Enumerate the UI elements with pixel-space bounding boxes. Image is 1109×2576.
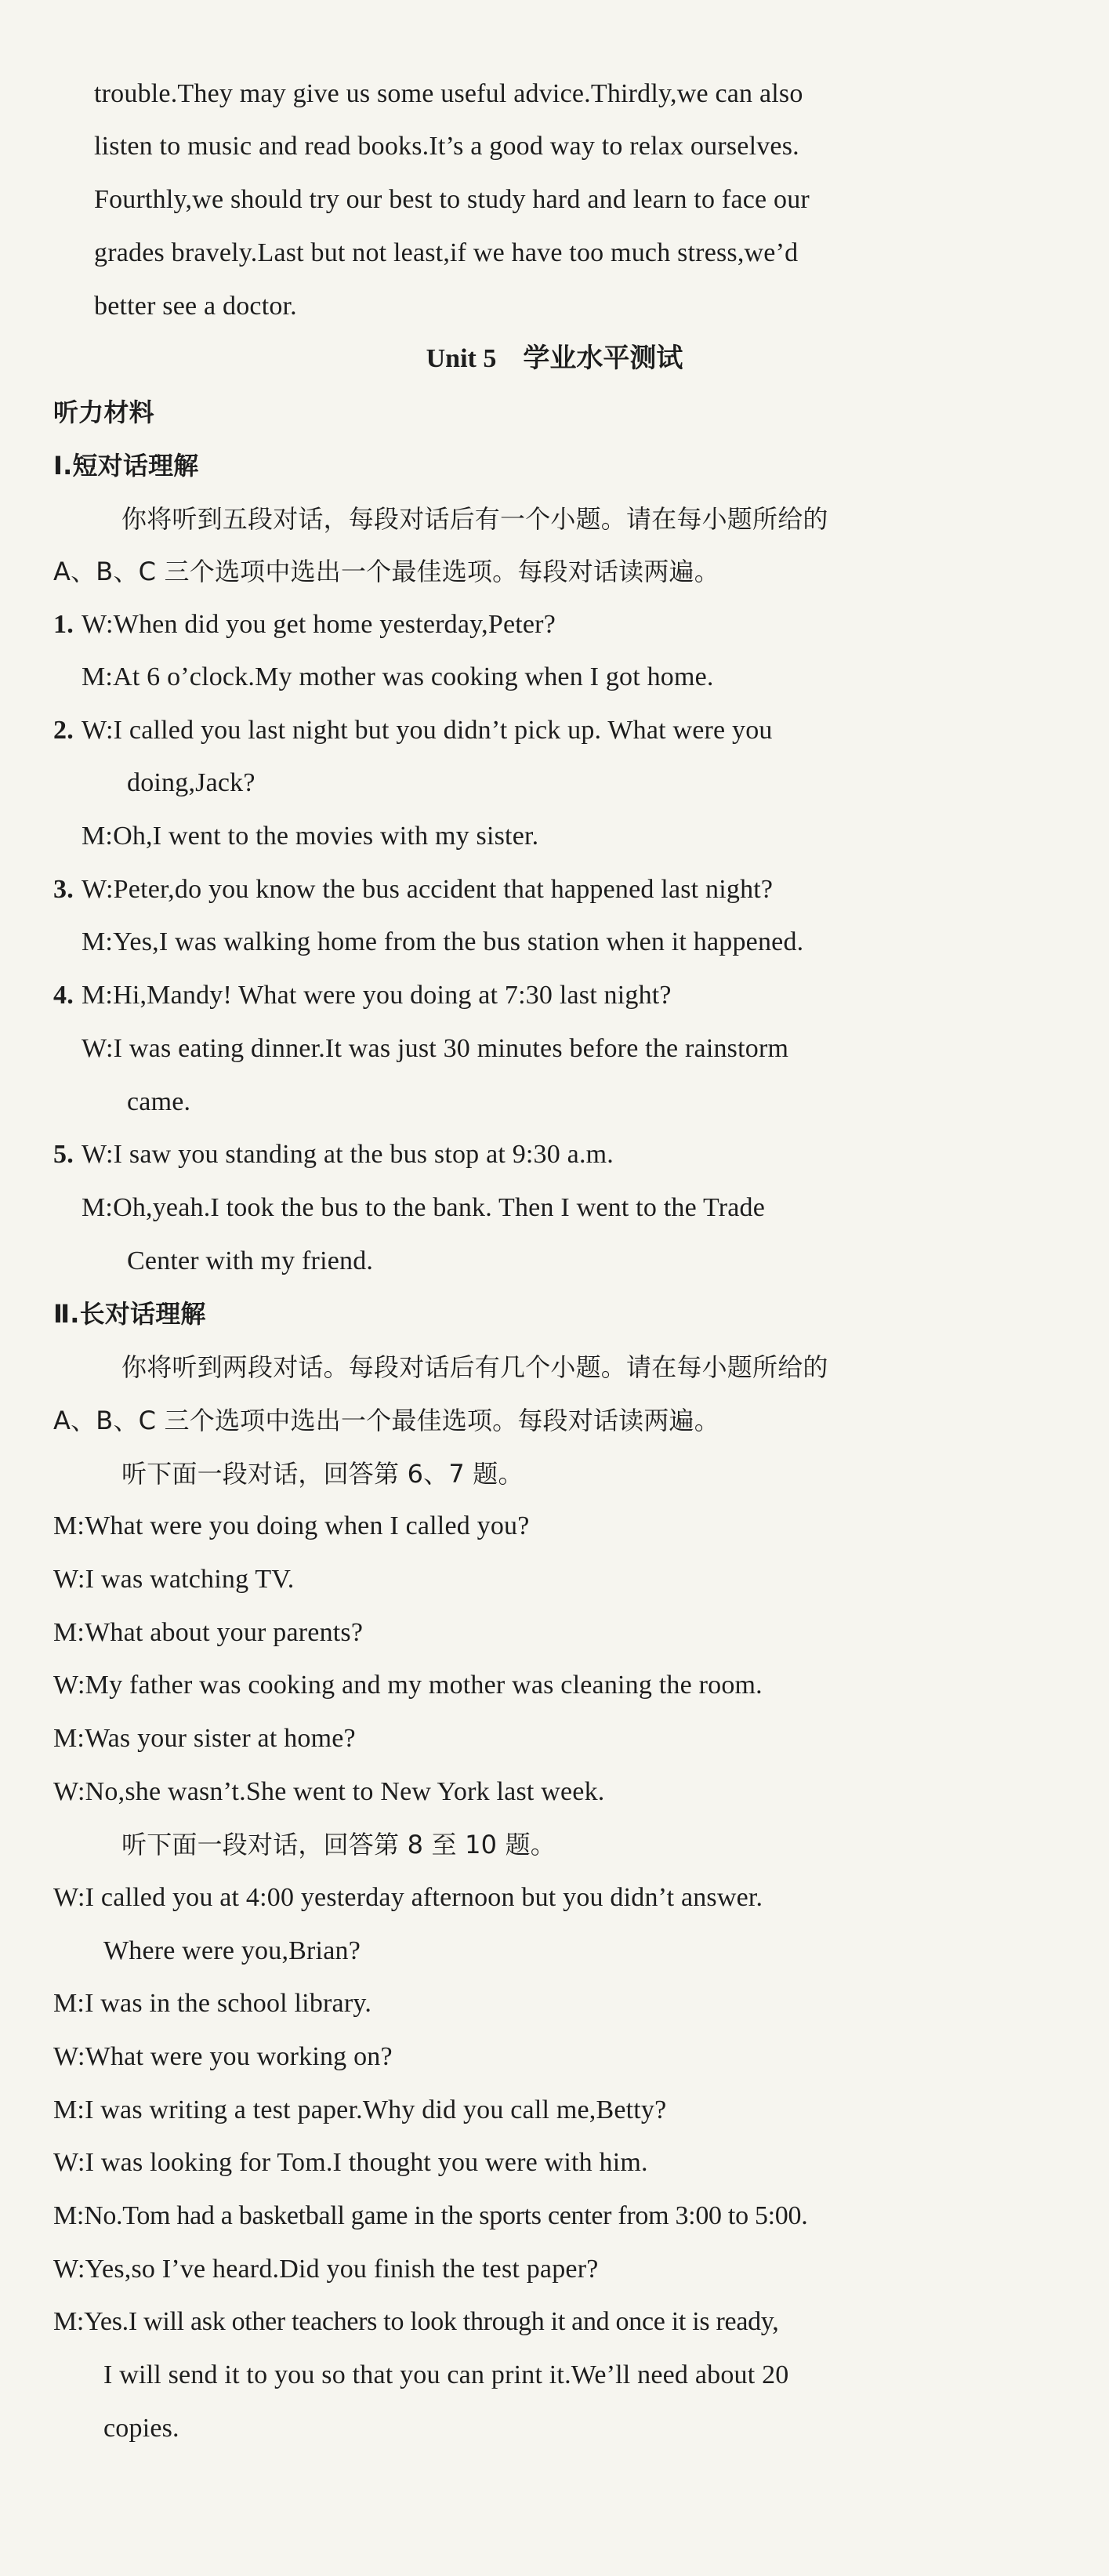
dialog-line: W:Peter,do you know the bus accident that happened last night? [82,875,774,904]
part1-instruction: A、B、C 三个选项中选出一个最佳选项。每段对话读两遍。 [53,557,719,586]
part2-instruction: 你将听到两段对话。每段对话后有几个小题。请在每小题所给的 [121,1352,828,1382]
intro-line: grades bravely.Last but not least,if we have too much stress,we’d [94,238,799,267]
dialog-line: came. [127,1087,191,1116]
dialog-line: copies. [103,2414,179,2443]
dialog-line: M:What were you doing when I called you? [53,1511,530,1540]
part2-heading: Ⅱ.长对话理解 [53,1299,206,1329]
dialog-line: W:I was watching TV. [53,1565,295,1594]
intro-line: better see a doctor. [94,292,297,321]
listening-heading: 听力材料 [53,397,154,427]
intro-line: listen to music and read books.It’s a good way to relax ourselves. [94,132,799,161]
dialog-line: M:Hi,Mandy! What were you doing at 7:30 last night? [82,981,672,1010]
dialog-line: doing,Jack? [127,768,256,797]
dialog-line: W:I called you at 4:00 yesterday afternoon but you didn’t answer. [53,1883,763,1912]
part1-heading: Ⅰ.短对话理解 [53,451,199,481]
dialog-line: M:I was writing a test paper.Why did you call me,Betty? [53,2095,667,2124]
dialog-line: W:I saw you standing at the bus stop at 9:30 a.m. [82,1140,614,1169]
dialog-line: M:Oh,I went to the movies with my sister. [82,822,539,851]
part1-instruction: 你将听到五段对话，每段对话后有一个小题。请在每小题所给的 [121,504,828,534]
question-number: 4. [53,981,74,1010]
dialog-line: I will send it to you so that you can print it.We’ll need about 20 [103,2360,789,2389]
intro-line: trouble.They may give us some useful advice.Thirdly,we can also [94,79,803,108]
dialog-line: M:No.Tom had a basketball game in the sports center from 3:00 to 5:00. [53,2201,808,2230]
unit-title: Unit 5 学业水平测试 [426,344,683,373]
dialog-line: Center with my friend. [127,1246,374,1275]
dialog-line: W:I called you last night but you didn’t pick up. What were you [82,716,773,745]
dialog-line: M:I was in the school library. [53,1989,372,2018]
dialog-line: M:What about your parents? [53,1618,364,1647]
dialog-line: W:I was eating dinner.It was just 30 minutes before the rainstorm [82,1034,789,1063]
dialog-line: M:Yes,I was walking home from the bus station when it happened. [82,927,804,956]
dialog-line: M:Was your sister at home? [53,1724,356,1753]
intro-line: Fourthly,we should try our best to study hard and learn to face our [94,185,810,214]
dialog-line: W:My father was cooking and my mother was cleaning the room. [53,1671,763,1700]
part2-instruction: A、B、C 三个选项中选出一个最佳选项。每段对话读两遍。 [53,1406,719,1435]
dialog-line: M:Oh,yeah.I took the bus to the bank. Then I went to the Trade [82,1193,766,1222]
dialog-line: W:I was looking for Tom.I thought you were with him. [53,2148,648,2177]
dialog-line: M:At 6 o’clock.My mother was cooking when I got home. [82,662,714,691]
dialog-line: W:What were you working on? [53,2042,393,2071]
question-number: 5. [53,1140,74,1169]
dialog2-intro: 听下面一段对话，回答第 8 至 10 题。 [121,1830,556,1859]
dialog-line: W:When did you get home yesterday,Peter? [82,610,556,639]
question-number: 3. [53,875,74,904]
question-number: 1. [53,610,74,639]
question-number: 2. [53,716,74,745]
dialog1-intro: 听下面一段对话，回答第 6、7 题。 [121,1459,524,1489]
dialog-line: Where were you,Brian? [103,1936,361,1965]
dialog-line: W:Yes,so I’ve heard.Did you finish the test paper? [53,2255,599,2284]
dialog-line: W:No,she wasn’t.She went to New York last week. [53,1777,605,1806]
dialog-line: M:Yes.I will ask other teachers to look through it and once it is ready, [53,2307,779,2336]
